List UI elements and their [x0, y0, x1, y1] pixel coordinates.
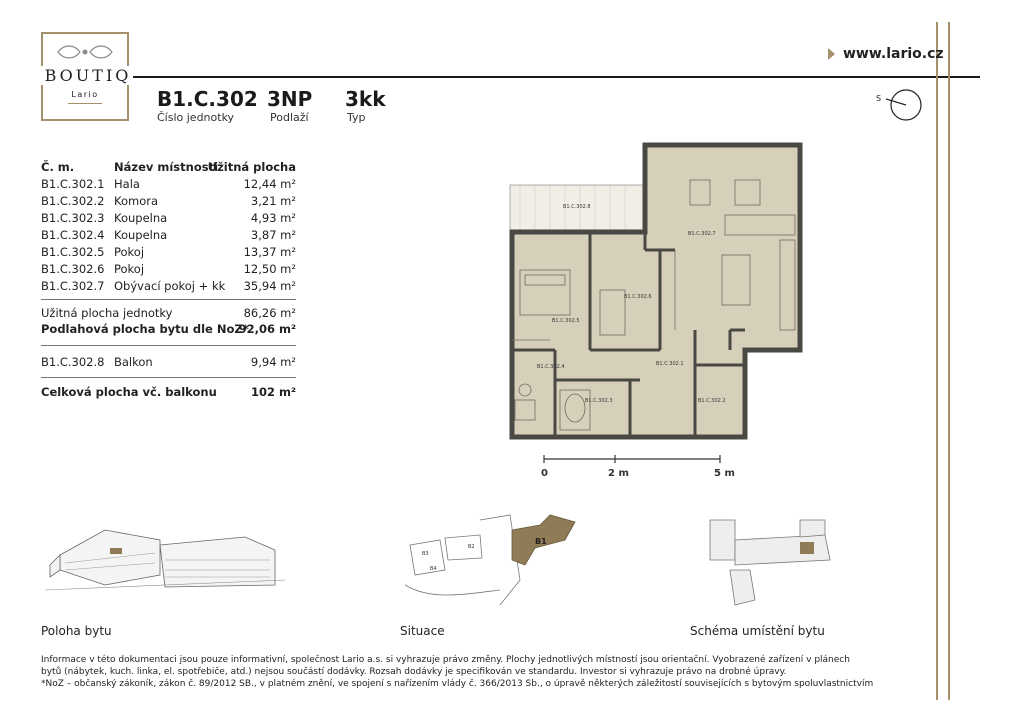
- floor-area-row: [41, 322, 296, 339]
- scale-bar: [540, 455, 730, 465]
- room-name: Balkon: [114, 355, 153, 369]
- room-label: B1.C.302.1: [656, 361, 684, 367]
- room-area: 35,94 m²: [243, 279, 296, 293]
- arrow-right-icon: [828, 48, 835, 60]
- table-divider: [41, 345, 296, 346]
- total-label: Celková plocha vč. balkonu: [41, 385, 217, 399]
- room-label: B1.C.302.8: [563, 204, 591, 210]
- room-area: 3,21 m²: [250, 194, 296, 208]
- table-header: [41, 160, 296, 177]
- room-label: B1.C.302.2: [698, 398, 726, 404]
- room-name: Pokoj: [114, 245, 145, 259]
- room-name: Koupelna: [114, 211, 168, 225]
- usable-area-label: Užitná plocha jednotky: [41, 306, 173, 320]
- logo-subline: [68, 103, 102, 104]
- scale-tick-label: 0: [541, 468, 548, 479]
- unit-type: 3kk: [345, 87, 386, 111]
- logo-sub: Lario: [71, 90, 99, 99]
- floor-plan: [500, 140, 810, 445]
- room-label: B1.C.302.4: [537, 364, 565, 370]
- table-row: [41, 262, 296, 279]
- room-id: B1.C.302.4: [41, 228, 105, 242]
- caption-scheme: Schéma umístění bytu: [690, 624, 825, 638]
- logo-ornament-icon: [54, 44, 116, 60]
- unit-code-label: Číslo jednotky: [157, 111, 235, 124]
- table-row: [41, 228, 296, 245]
- building-position-illustration: [45, 515, 290, 595]
- compass-icon: [886, 87, 926, 123]
- building-label: B1: [535, 537, 547, 546]
- room-label: B1.C.302.7: [688, 231, 716, 237]
- room-area: 12,50 m²: [243, 262, 296, 276]
- disclaimer-line: Informace v této dokumentaci jsou pouze informativní, společnost Lario a.s. si vyhrazuje právo změny. Plochy jednotlivých místností jsou orientační. Vyobrazené zařízení v plánech: [41, 655, 850, 665]
- table-row: [41, 245, 296, 262]
- room-name: Komora: [114, 194, 159, 208]
- total-value: 102 m²: [250, 385, 296, 399]
- unit-floor: 3NP: [267, 87, 313, 111]
- floor-area-label: Podlahová plocha bytu dle NoZ*: [41, 322, 249, 336]
- header-name: Název místnosti: [114, 160, 219, 174]
- scale-tick-label: 2 m: [608, 468, 629, 479]
- header-area: Užitná plocha: [207, 160, 296, 174]
- room-area: 9,94 m²: [250, 355, 296, 369]
- header-number: Č. m.: [41, 160, 75, 174]
- usable-area-value: 86,26 m²: [243, 306, 296, 320]
- room-id: B1.C.302.8: [41, 355, 105, 369]
- room-name: Koupelna: [114, 228, 168, 242]
- table-row: [41, 279, 296, 296]
- room-id: B1.C.302.6: [41, 262, 105, 276]
- unit-code: B1.C.302: [157, 87, 258, 111]
- building-label: B4: [430, 566, 437, 572]
- room-area: 3,87 m²: [250, 228, 296, 242]
- website-link[interactable]: www.lario.cz: [843, 46, 944, 62]
- gold-vertical-rule: [948, 22, 950, 700]
- table-divider: [41, 377, 296, 378]
- total-row: [41, 385, 296, 402]
- balcony-row: [41, 355, 296, 372]
- room-label: B1.C.302.6: [624, 294, 652, 300]
- logo-wordmark: BOUTIQ: [36, 66, 140, 85]
- room-area: 4,93 m²: [250, 211, 296, 225]
- room-label: B1.C.302.5: [552, 318, 580, 324]
- room-name: Obývací pokoj + kk: [114, 279, 226, 293]
- table-row: [41, 211, 296, 228]
- table-divider: [41, 299, 296, 300]
- gold-vertical-rule: [936, 22, 938, 700]
- scale-tick-label: 5 m: [714, 468, 735, 479]
- unit-type-label: Typ: [347, 111, 366, 124]
- table-row: [41, 177, 296, 194]
- room-label: B1.C.302.3: [585, 398, 613, 404]
- compass-label: S: [876, 94, 882, 103]
- building-label: B3: [422, 551, 429, 557]
- disclaimer: [41, 654, 921, 690]
- unit-highlight: [110, 548, 122, 554]
- room-id: B1.C.302.3: [41, 211, 105, 225]
- header-rule: [133, 76, 980, 78]
- room-area: 12,44 m²: [243, 177, 296, 191]
- room-name: Hala: [114, 177, 140, 191]
- unit-highlight: [800, 542, 814, 554]
- unit-floor-label: Podlaží: [270, 111, 309, 124]
- table-row: [41, 194, 296, 211]
- disclaimer-line: bytů (nábytek, kuch. linka, el. spotřebiče, atd.) nejsou součástí dodávky. Rozsah dodávky je specifikován ve standardu. Investor si vyhrazuje právo na drobné úpravy.: [41, 667, 787, 677]
- floor-scheme: [705, 515, 835, 610]
- room-id: B1.C.302.2: [41, 194, 105, 208]
- situation-map: [400, 510, 590, 610]
- disclaimer-line: *NoZ – občanský zákoník, zákon č. 89/2012 SB., v platném znění, ve spojení s nařízením vlády č. 366/2013 Sb., o úpravě některých záležitostí souvisejících s bytovým spoluvlastnictvím: [41, 679, 874, 689]
- room-id: B1.C.302.1: [41, 177, 105, 191]
- room-name: Pokoj: [114, 262, 145, 276]
- caption-situation: Situace: [400, 624, 445, 638]
- floor-area-value: 92,06 m²: [238, 322, 296, 336]
- building-label: B2: [468, 544, 475, 550]
- usable-area-row: [41, 306, 296, 323]
- caption-position: Poloha bytu: [41, 624, 112, 638]
- room-id: B1.C.302.5: [41, 245, 105, 259]
- room-id: B1.C.302.7: [41, 279, 105, 293]
- room-area: 13,37 m²: [243, 245, 296, 259]
